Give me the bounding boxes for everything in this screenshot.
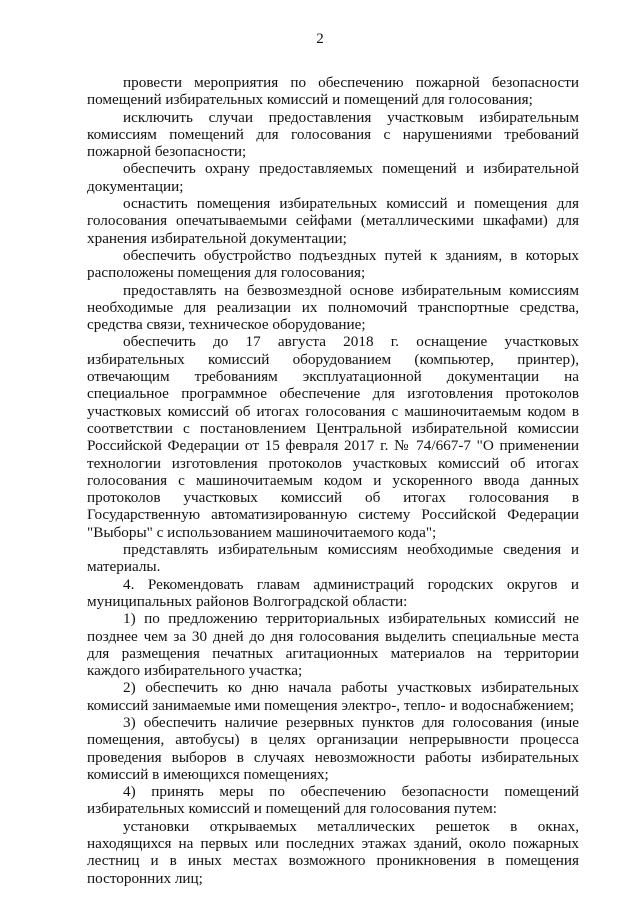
paragraph: 4) принять меры по обеспечению безопасности помещений избирательных комиссий и помещений для голосования путем: (87, 783, 579, 818)
paragraph: 1) по предложению территориальных избирательных комиссий не позднее чем за 30 дней до дня голосования выделить специальные места для размещения печатных агитационных материалов на территории каждого избирательного участка; (87, 610, 579, 680)
page-number: 2 (316, 31, 324, 47)
paragraph: обеспечить обустройство подъездных путей к зданиям, в которых расположены помещения для голосования; (87, 246, 579, 282)
paragraph: 2) обеспечить ко дню начала работы участковых избирательных комиссий занимаемые ими помещения электро-, тепло- и водоснабжением; (87, 679, 579, 714)
document-body (87, 74, 579, 887)
paragraph: установки открываемых металлических решеток в окнах, находящихся на первых или последних этажах зданий, около пожарных лестниц и в иных местах возможного проникновения в помещения посторонних лиц; (87, 817, 579, 887)
paragraph: 4. Рекомендовать главам администраций городских округов и муниципальных районов Волгоградской области: (87, 575, 579, 610)
paragraph: предоставлять на безвозмездной основе избирательным комиссиям необходимые для реализации их полномочий транспортные средства, средства связи, техническое оборудование; (87, 281, 579, 334)
paragraph: провести мероприятия по обеспечению пожарной безопасности помещений избирательных комиссий и помещений для голосования; (87, 74, 579, 109)
paragraph: исключить случаи предоставления участковым избирательным комиссиям помещений для голосования с нарушениями требований пожарной безопасности; (87, 108, 579, 161)
paragraph: представлять избирательным комиссиям необходимые сведения и материалы. (87, 541, 579, 576)
paragraph: обеспечить до 17 августа 2018 г. оснащение участковых избирательных комиссий оборудованием (компьютер, принтер), отвечающим требованиям эксплуатационной документации на специальное программное обеспечение для изготовления протоколов участковых комиссий об итогах голосования с машиночитаемым кодом в соответствии с постановлением Центральной избирательной комиссии Российской Федерации от 15 февраля 2017 г. № 74/667-7 "О применении технологии изготовления протоколов участковых комиссий об итогах голосования с машиночитаемым кодом и ускоренного ввода данных протоколов участковых комиссий об итогах голосования в Государственную автоматизированную систему Российской Федерации "Выборы" с использованием машиночитаемого кода"; (87, 333, 579, 541)
paragraph: оснастить помещения избирательных комиссий и помещения для голосования опечатываемыми сейфами (металлическими шкафами) для хранения избирательной документации; (87, 195, 579, 247)
paragraph: обеспечить охрану предоставляемых помещений и избирательной документации; (87, 160, 579, 195)
paragraph: 3) обеспечить наличие резервных пунктов для голосования (иные помещения, автобусы) в целях организации непрерывности процесса проведения выборов в случаях невозможности работы избирательных комиссий в имеющихся помещениях; (87, 713, 579, 783)
